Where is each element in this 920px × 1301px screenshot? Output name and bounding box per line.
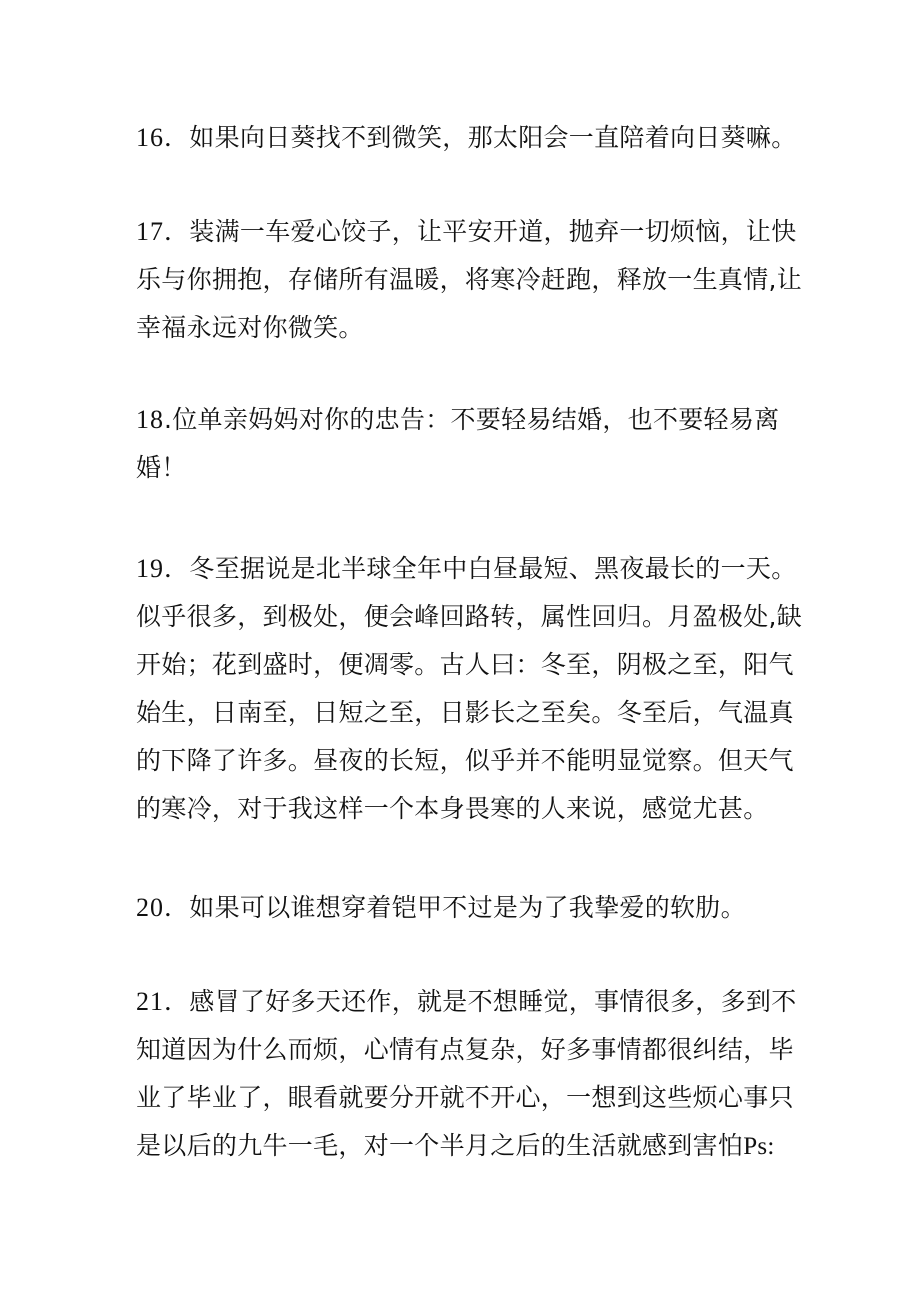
entry-line: 似乎很多，到极处，便会峰回路转，属性回归。月盈极处,缺 [136,602,803,631]
entry-number: 18 [136,405,164,434]
entry-line: 的下降了许多。昼夜的长短，似乎并不能明显觉察。但天气 [136,746,794,775]
entry-line: 是以后的九牛一毛，对一个半月之后的生活就感到害怕Ps: [136,1131,775,1160]
entry-number: 16 [136,123,164,152]
entry-line: 开始；花到盛时，便凋零。古人曰：冬至，阴极之至，阳气 [136,650,794,679]
entry-line: 17．装满一车爱心饺子，让平安开道，抛弃一切烦恼，让快 [136,217,797,246]
entry-line: 18.位单亲妈妈对你的忠告：不要轻易结婚，也不要轻易离 [136,405,780,434]
entry-line: 20．如果可以谁想穿着铠甲不过是为了我挚爱的软肋。 [136,893,746,922]
entry-number: 17 [136,217,164,246]
entry-number: 20 [136,893,164,922]
entry-line: 21．感冒了好多天还作，就是不想睡觉，事情很多，多到不 [136,987,797,1016]
entry-tail: Ps: [743,1133,775,1160]
entry-number: 19 [136,554,164,583]
entry-line: 19．冬至据说是北半球全年中白昼最短、黑夜最长的一天。 [136,554,797,583]
entry-line: 16．如果向日葵找不到微笑，那太阳会一直陪着向日葵嘛。 [136,123,797,152]
entry-line: 乐与你拥抱，存储所有温暖，将寒冷赶跑，释放一生真情,让 [136,265,803,294]
entry-18 [136,396,796,492]
entry-19 [136,545,803,833]
entry-21 [136,978,796,1171]
entry-line: 幸福永远对你微笑。 [136,313,364,342]
entry-16 [136,114,796,162]
entry-line: 始生，日南至，日短之至，日影长之至矣。冬至后，气温真 [136,698,794,727]
entry-line: 知道因为什么而烦，心情有点复杂，好多事情都很纠结，毕 [136,1035,794,1064]
entry-line: 的寒冷，对于我这样一个本身畏寒的人来说，感觉尤甚。 [136,794,769,823]
entry-number: 21 [136,987,164,1016]
entry-line: 业了毕业了，眼看就要分开就不开心，一想到这些烦心事只 [136,1083,794,1112]
entry-17 [136,208,803,352]
entry-line: 婚！ [136,453,187,482]
entry-20 [136,884,796,932]
